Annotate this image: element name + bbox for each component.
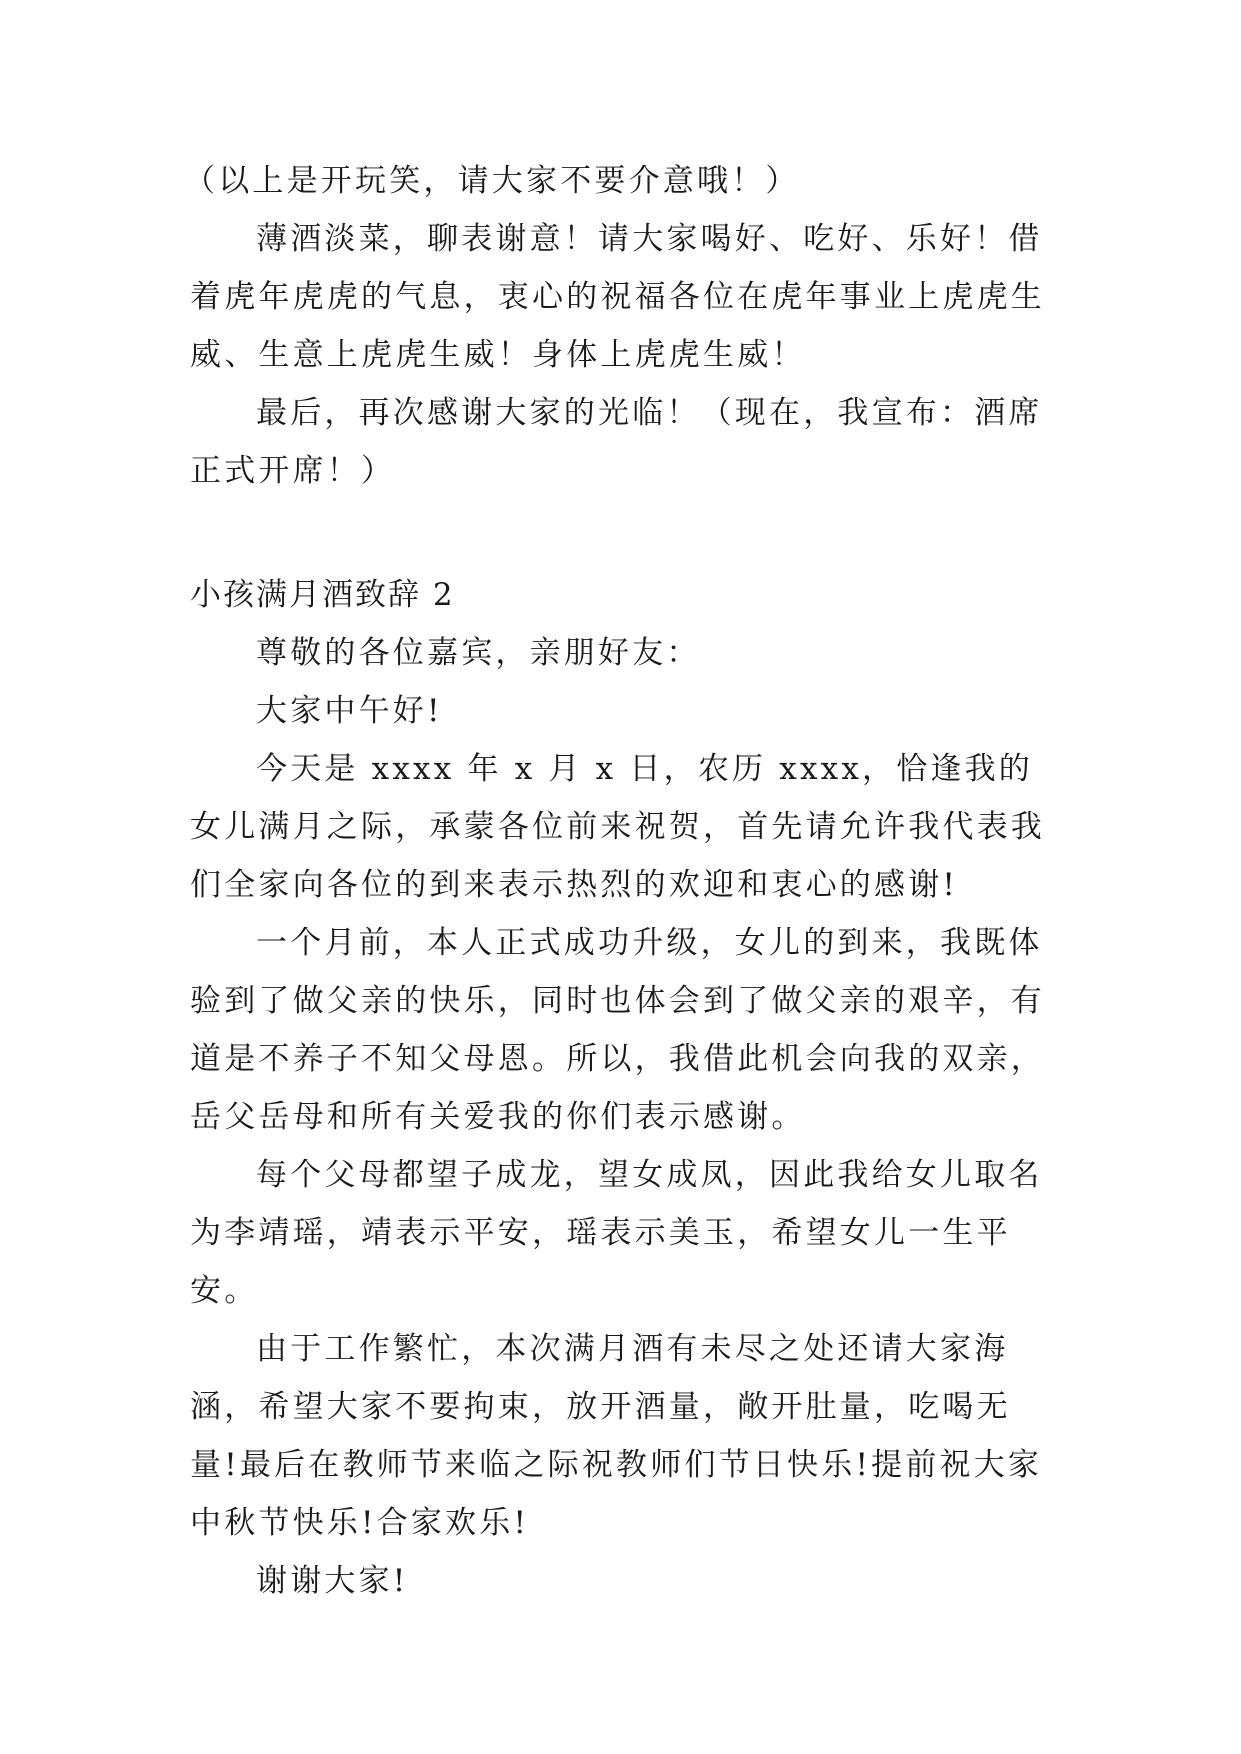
- paragraph-date-welcome: 今天是 xxxx 年 x 月 x 日，农历 xxxx，恰逢我的女儿满月之际，承蒙各位前来祝贺，首先请允许我代表我们全家向各位的到来表示热烈的欢迎和衷心的感谢!: [190, 751, 1045, 903]
- section-gap: [190, 500, 1060, 566]
- paragraph-wishes: 由于工作繁忙，本次满月酒有未尽之处还请大家海涵，希望大家不要拘束，放开酒量，敞开肚量，吃喝无量!最后在教师节来临之际祝教师们节日快乐!提前祝大家中秋节快乐!合家欢乐!: [190, 1331, 1043, 1541]
- paragraph-fatherhood: 一个月前，本人正式成功升级，女儿的到来，我既体验到了做父亲的快乐，同时也体会到了做父亲的艰辛，有道是不养子不知父母恩。所以，我借此机会向我的双亲，岳父岳母和所有关爱我的你们表示感谢。: [190, 925, 1045, 1135]
- paragraph-naming: 每个父母都望子成龙，望女成凤，因此我给女儿取名为李靖瑶，靖表示平安，瑶表示美玉，希望女儿一生平安。: [190, 1157, 1043, 1309]
- paragraph-toast: 薄酒淡菜，聊表谢意！请大家喝好、吃好、乐好！借着虎年虎虎的气息，衷心的祝福各位在虎年事业上虎虎生威、生意上虎虎生威！身体上虎虎生威！: [190, 221, 1045, 373]
- paragraph-thanks: 谢谢大家!: [256, 1563, 409, 1599]
- paragraph-closing: 最后，再次感谢大家的光临！（现在，我宣布：酒席正式开席！）: [190, 395, 1043, 489]
- document-body: [184, 152, 1060, 1610]
- paragraph-greeting: 大家中午好!: [256, 693, 443, 729]
- section-title: 小孩满月酒致辞 2: [190, 577, 455, 613]
- paragraph-salutation: 尊敬的各位嘉宾，亲朋好友：: [256, 635, 701, 671]
- paragraph-joke-note: （以上是开玩笑，请大家不要介意哦！）: [184, 163, 800, 199]
